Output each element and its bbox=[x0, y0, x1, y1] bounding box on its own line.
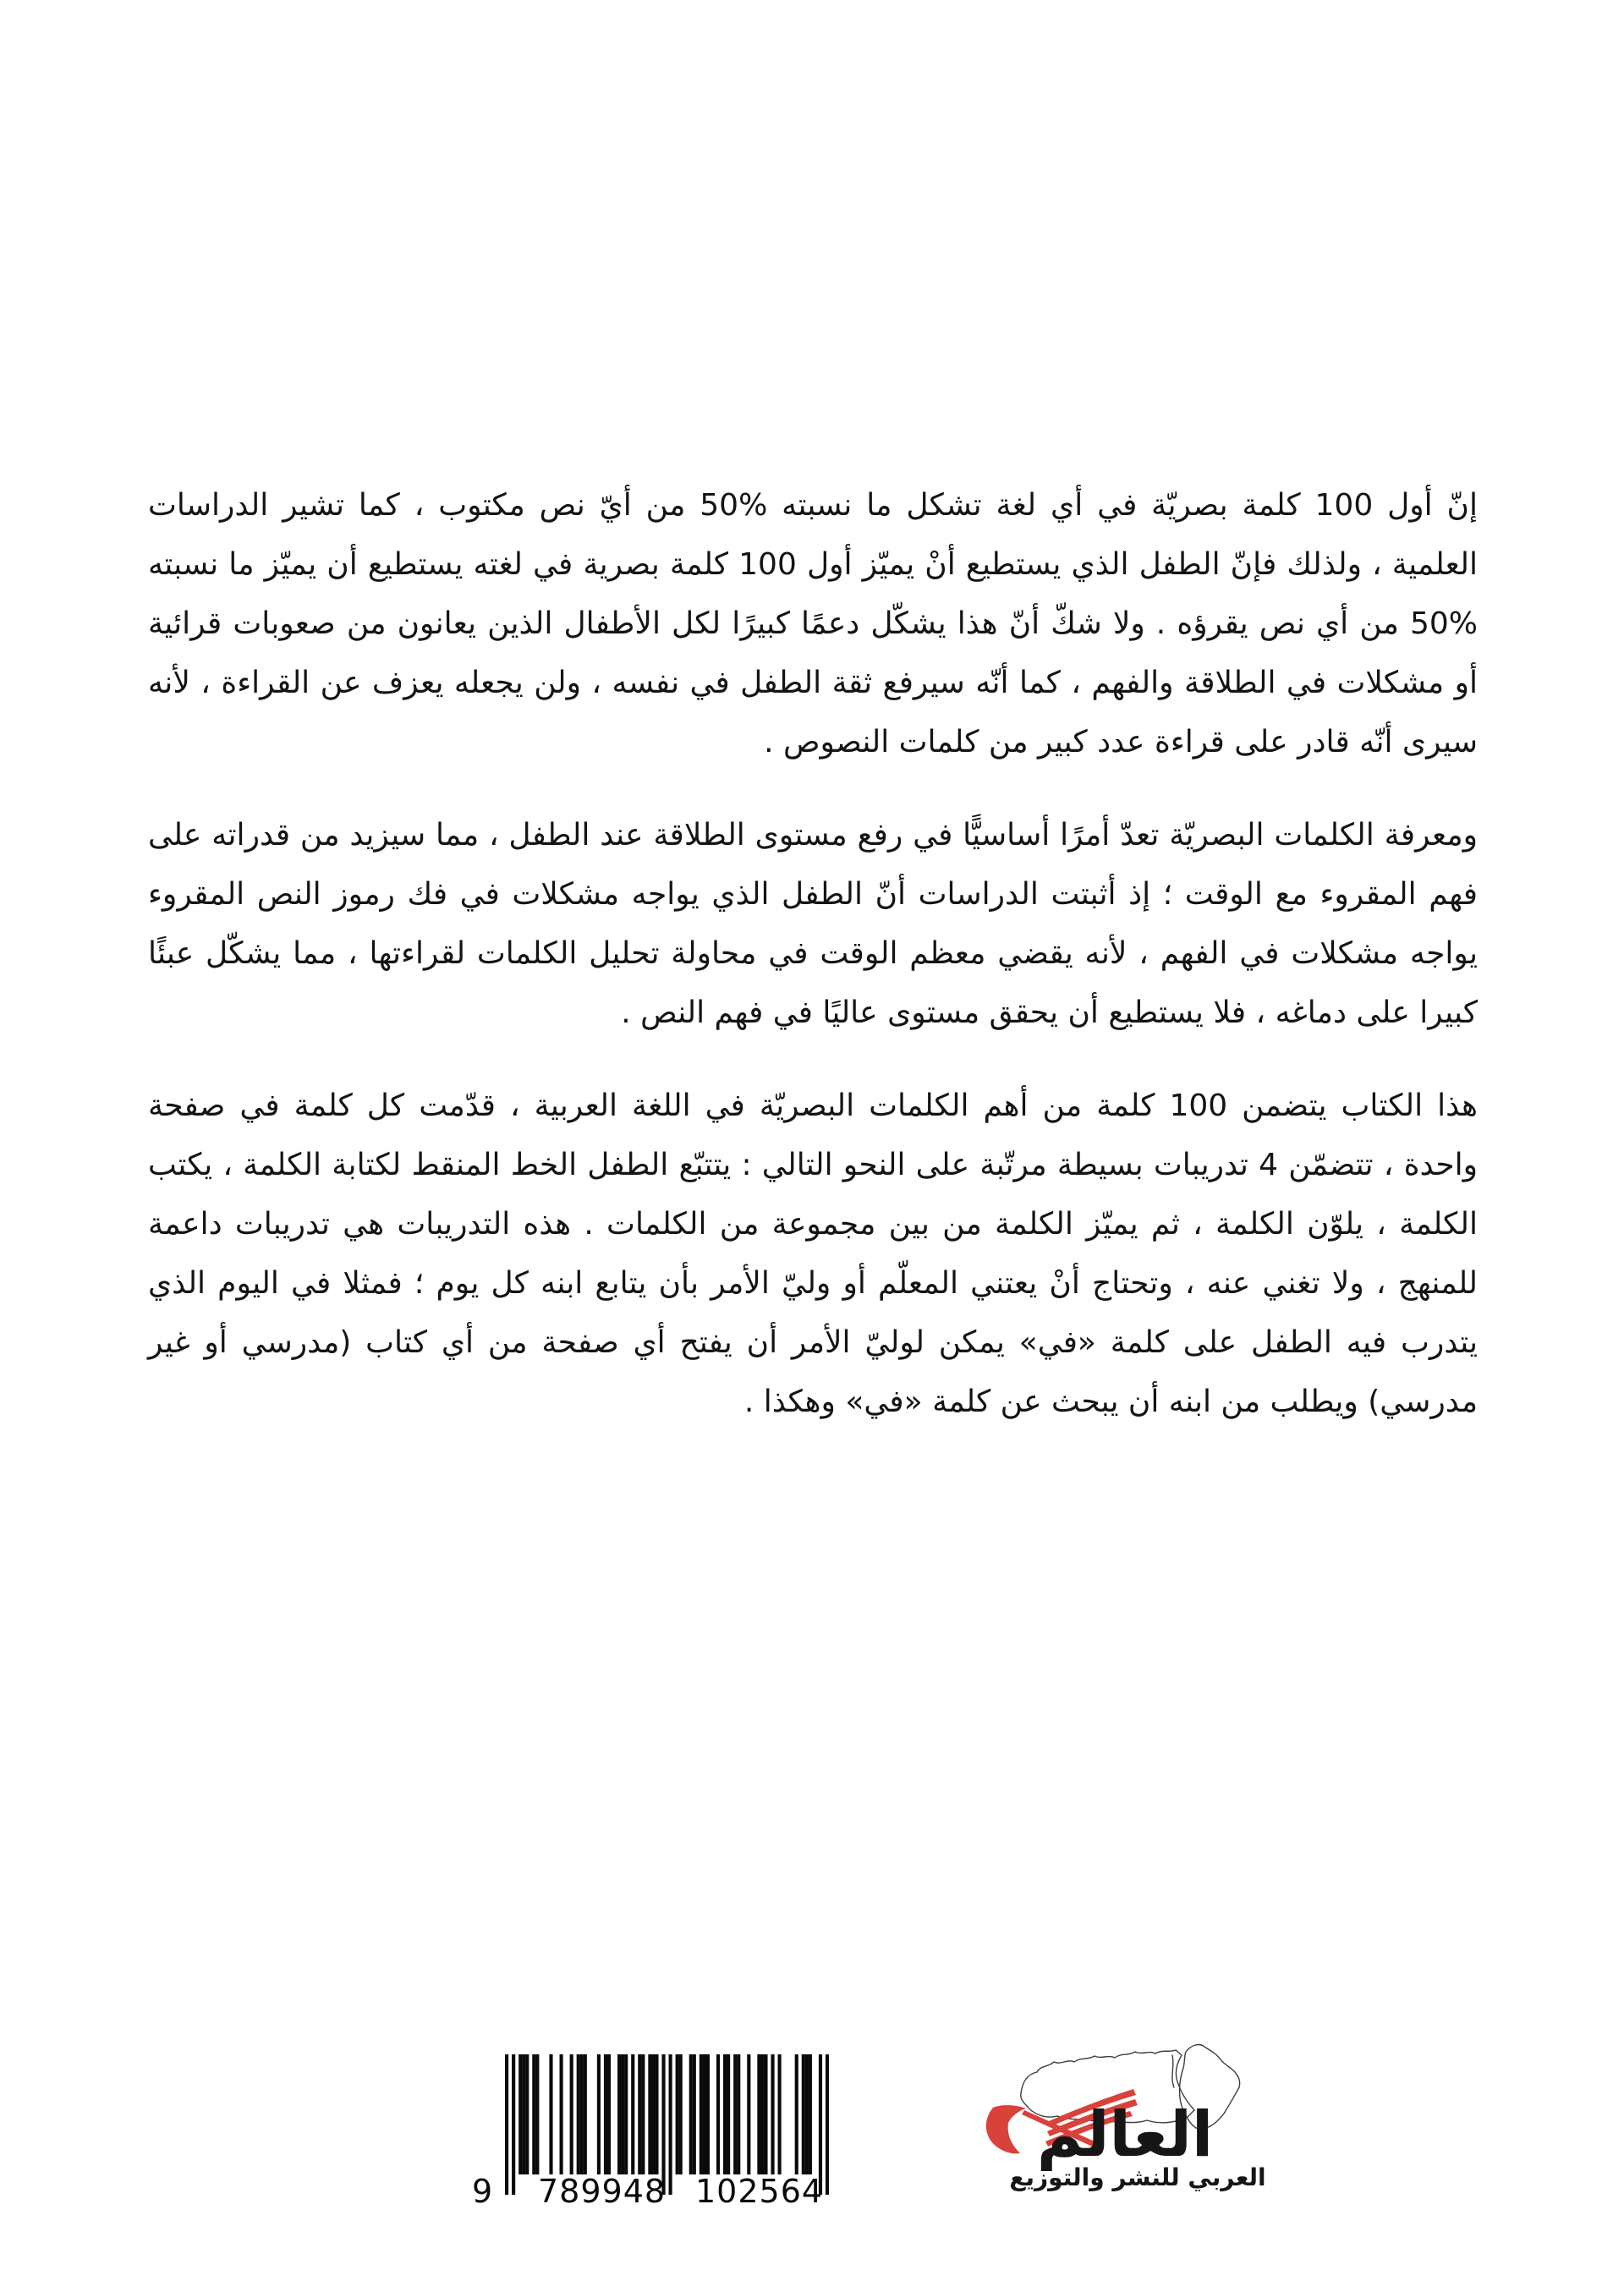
back-cover-blurb bbox=[148, 476, 1478, 1466]
publisher-logo bbox=[973, 2030, 1277, 2199]
nile-line bbox=[1172, 2055, 1174, 2087]
isbn-group-2: 102564 bbox=[695, 2173, 824, 2210]
publisher-wordmark: العالم bbox=[1036, 2098, 1214, 2171]
isbn-group-1: 789948 bbox=[538, 2173, 667, 2210]
blurb-paragraph-3: هذا الكتاب يتضمن 100 كلمة من أهم الكلمات البصريّة في اللغة العربية ، قدّمت كل كلمة في صفحة واحدة ، تتضمّن 4 تدريبات بسيطة مرتّبة على النحو التالي : يتتبّع الطفل الخط المنقط لكتابة الكلمة ، يكتب الكلمة ، يلوّن الكلمة ، ثم يميّز الكلمة من بين مجموعة من الكلمات . هذه التدريبات هي تدريبات داعمة للمنهج ، ولا تغني عنه ، وتحتاج أنْ يعتني المعلّم أو وليّ الأمر بأن يتابع ابنه كل يوم ؛ فمثلا في اليوم الذي يتدرب فيه الطفل على كلمة «في» يمكن لوليّ الأمر أن يفتح أي صفحة من أي كتاب (مدرسي أو غير مدرسي) ويطلب من ابنه أن يبحث عن كلمة «في» وهكذا . bbox=[148, 1088, 1479, 1419]
blurb-paragraph-1: إنّ أول 100 كلمة بصريّة في أي لغة تشكل ما نسبته %50 من أيّ نص مكتوب ، كما تشير الدراسات العلمية ، ولذلك فإنّ الطفل الذي يستطيع أنْ يميّز أول 100 كلمة بصرية في لغته يستطيع أن يميّز ما نسبته %50 من أي نص يقرؤه . ولا شكّ أنّ هذا يشكّل دعمًا كبيرًا لكل الأطفال الذين يعانون من صعوبات قرائية أو مشكلات في الطلاقة والفهم ، كما أنّه سيرفع ثقة الطفل في نفسه ، ولن يجعله يعزف عن القراءة ، لأنه سيرى أنّه قادر على قراءة عدد كبير من كلمات النصوص . bbox=[148, 488, 1478, 759]
blurb-paragraph-2: ومعرفة الكلمات البصريّة تعدّ أمرًا أساسيًّا في رفع مستوى الطلاقة عند الطفل ، مما سيزيد من قدراته على فهم المقروء مع الوقت ؛ إذ أثبتت الدراسات أنّ الطفل الذي يواجه مشكلات في فك رموز النص المقروء يواجه مشكلات في الفهم ، لأنه يقضي معظم الوقت في محاولة تحليل الكلمات لقراءتها ، مما يشكّل عبئًا كبيرا على دماغه ، فلا يستطيع أن يحقق مستوى عاليًا في فهم النص . bbox=[148, 818, 1478, 1030]
isbn-barcode bbox=[467, 2054, 836, 2215]
isbn-number bbox=[467, 2173, 836, 2215]
publisher-subtitle: العربي للنشر والتوزيع bbox=[1009, 2163, 1266, 2191]
isbn-leading-digit: 9 bbox=[472, 2173, 494, 2210]
